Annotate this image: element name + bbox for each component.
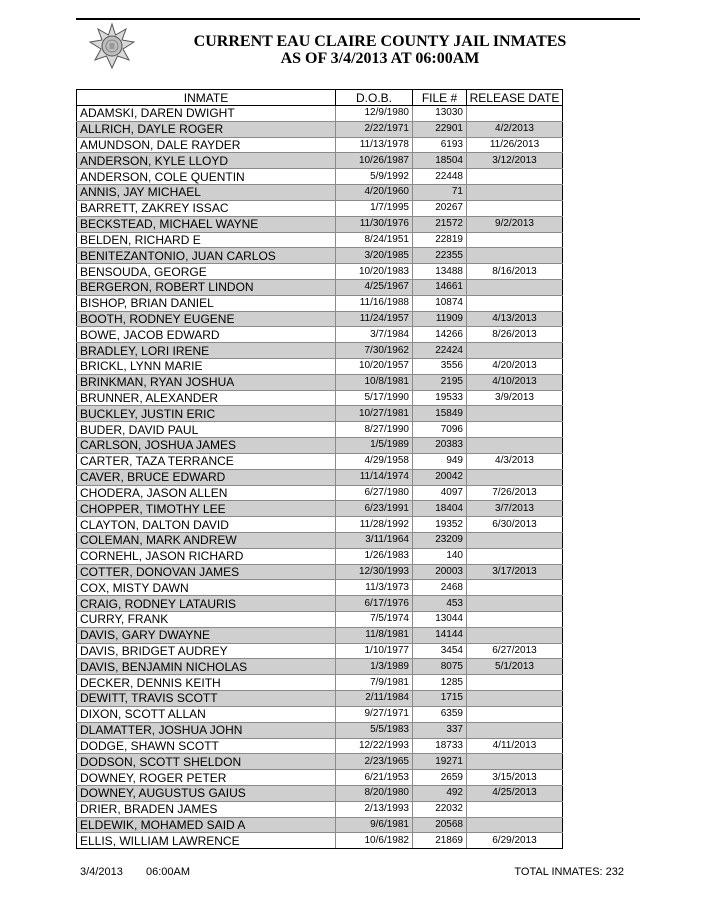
file-number-cell: 7096 (413, 422, 467, 438)
release-date-cell (467, 185, 563, 201)
file-number-cell: 13044 (413, 612, 467, 628)
file-number-cell: 14266 (413, 327, 467, 343)
inmate-name-cell: CURRY, FRANK (77, 612, 336, 628)
release-date-cell (467, 596, 563, 612)
dob-cell: 2/22/1971 (336, 121, 413, 137)
table-row (77, 643, 563, 659)
dob-cell: 10/26/1987 (336, 153, 413, 169)
dob-cell: 4/29/1958 (336, 453, 413, 469)
table-row (77, 691, 563, 707)
inmate-name-cell: BRADLEY, LORI IRENE (77, 343, 336, 359)
dob-cell: 11/30/1976 (336, 216, 413, 232)
dob-cell: 10/6/1982 (336, 833, 413, 849)
release-date-cell (467, 279, 563, 295)
inmate-name-cell: BOOTH, RODNEY EUGENE (77, 311, 336, 327)
inmate-name-cell: DEWITT, TRAVIS SCOTT (77, 691, 336, 707)
table-row (77, 532, 563, 548)
sheriff-star-icon (88, 22, 136, 70)
inmate-name-cell: BELDEN, RICHARD E (77, 232, 336, 248)
file-number-cell: 19271 (413, 754, 467, 770)
dob-cell: 7/5/1974 (336, 612, 413, 628)
top-rule (76, 18, 640, 20)
release-date-cell: 4/11/2013 (467, 738, 563, 754)
table-row (77, 137, 563, 153)
release-date-cell (467, 532, 563, 548)
table-row (77, 754, 563, 770)
inmate-name-cell: CARLSON, JOSHUA JAMES (77, 438, 336, 454)
file-number-cell: 8075 (413, 659, 467, 675)
title-line-1: CURRENT EAU CLAIRE COUNTY JAIL INMATES (193, 33, 567, 50)
dob-cell: 1/7/1995 (336, 200, 413, 216)
inmate-name-cell: BENSOUDA, GEORGE (77, 264, 336, 280)
dob-cell: 10/20/1957 (336, 359, 413, 375)
table-row (77, 833, 563, 849)
file-number-cell: 4097 (413, 485, 467, 501)
inmate-name-cell: DOWNEY, AUGUSTUS GAIUS (77, 785, 336, 801)
release-date-cell (467, 691, 563, 707)
inmate-name-cell: BISHOP, BRIAN DANIEL (77, 295, 336, 311)
inmate-name-cell: CORNEHL, JASON RICHARD (77, 548, 336, 564)
table-row (77, 770, 563, 786)
table-row (77, 311, 563, 327)
table-row (77, 817, 563, 833)
column-header-dob: D.O.B. (336, 90, 413, 106)
release-date-cell (467, 706, 563, 722)
dob-cell: 6/27/1980 (336, 485, 413, 501)
dob-cell: 1/26/1983 (336, 548, 413, 564)
release-date-cell (467, 548, 563, 564)
dob-cell: 5/5/1983 (336, 722, 413, 738)
inmate-name-cell: DOWNEY, ROGER PETER (77, 770, 336, 786)
page-title (150, 33, 610, 67)
dob-cell: 1/3/1989 (336, 659, 413, 675)
release-date-cell: 4/20/2013 (467, 359, 563, 375)
release-date-cell: 6/27/2013 (467, 643, 563, 659)
dob-cell: 5/17/1990 (336, 390, 413, 406)
file-number-cell: 2659 (413, 770, 467, 786)
file-number-cell: 949 (413, 453, 467, 469)
table-row (77, 517, 563, 533)
inmate-name-cell: BENITEZANTONIO, JUAN CARLOS (77, 248, 336, 264)
inmate-name-cell: BRUNNER, ALEXANDER (77, 390, 336, 406)
title-line-2: AS OF 3/4/2013 AT 06:00AM (280, 50, 480, 67)
file-number-cell: 22355 (413, 248, 467, 264)
inmate-name-cell: DECKER, DENNIS KEITH (77, 675, 336, 691)
table-row (77, 722, 563, 738)
dob-cell: 6/23/1991 (336, 501, 413, 517)
file-number-cell: 20267 (413, 200, 467, 216)
release-date-cell: 4/2/2013 (467, 121, 563, 137)
inmate-name-cell: ALLRICH, DAYLE ROGER (77, 121, 336, 137)
inmate-name-cell: BERGERON, ROBERT LINDON (77, 279, 336, 295)
file-number-cell: 2195 (413, 374, 467, 390)
file-number-cell: 18404 (413, 501, 467, 517)
table-row (77, 106, 563, 122)
inmate-table-body (77, 106, 563, 849)
footer-time: 06:00AM (146, 866, 191, 878)
file-number-cell: 3454 (413, 643, 467, 659)
dob-cell: 11/16/1988 (336, 295, 413, 311)
file-number-cell: 140 (413, 548, 467, 564)
inmate-name-cell: DRIER, BRADEN JAMES (77, 801, 336, 817)
inmate-name-cell: BECKSTEAD, MICHAEL WAYNE (77, 216, 336, 232)
dob-cell: 9/6/1981 (336, 817, 413, 833)
release-date-cell: 3/15/2013 (467, 770, 563, 786)
file-number-cell: 1715 (413, 691, 467, 707)
release-date-cell: 9/2/2013 (467, 216, 563, 232)
file-number-cell: 14144 (413, 627, 467, 643)
file-number-cell: 10874 (413, 295, 467, 311)
dob-cell: 12/30/1993 (336, 564, 413, 580)
dob-cell: 3/20/1985 (336, 248, 413, 264)
table-row (77, 675, 563, 691)
inmate-name-cell: BRICKL, LYNN MARIE (77, 359, 336, 375)
release-date-cell (467, 106, 563, 122)
release-date-cell (467, 627, 563, 643)
release-date-cell: 4/10/2013 (467, 374, 563, 390)
inmate-name-cell: ELLIS, WILLIAM LAWRENCE (77, 833, 336, 849)
file-number-cell: 22819 (413, 232, 467, 248)
table-row (77, 343, 563, 359)
file-number-cell: 3556 (413, 359, 467, 375)
release-date-cell (467, 200, 563, 216)
release-date-cell: 7/26/2013 (467, 485, 563, 501)
file-number-cell: 20003 (413, 564, 467, 580)
release-date-cell (467, 580, 563, 596)
file-number-cell: 21869 (413, 833, 467, 849)
table-row (77, 469, 563, 485)
table-row (77, 596, 563, 612)
release-date-cell (467, 612, 563, 628)
table-row (77, 612, 563, 628)
release-date-cell: 4/25/2013 (467, 785, 563, 801)
table-row (77, 785, 563, 801)
table-row (77, 359, 563, 375)
table-row (77, 453, 563, 469)
dob-cell: 7/9/1981 (336, 675, 413, 691)
release-date-cell (467, 406, 563, 422)
release-date-cell (467, 754, 563, 770)
table-row (77, 185, 563, 201)
release-date-cell: 3/17/2013 (467, 564, 563, 580)
table-row (77, 327, 563, 343)
file-number-cell: 20383 (413, 438, 467, 454)
file-number-cell: 23209 (413, 532, 467, 548)
release-date-cell (467, 295, 563, 311)
inmate-name-cell: DODSON, SCOTT SHELDON (77, 754, 336, 770)
inmate-name-cell: ELDEWIK, MOHAMED SAID A (77, 817, 336, 833)
table-row (77, 406, 563, 422)
table-row (77, 295, 563, 311)
dob-cell: 2/11/1984 (336, 691, 413, 707)
table-row (77, 279, 563, 295)
file-number-cell: 22032 (413, 801, 467, 817)
table-row (77, 564, 563, 580)
table-row (77, 390, 563, 406)
release-date-cell: 3/7/2013 (467, 501, 563, 517)
inmate-name-cell: CHOPPER, TIMOTHY LEE (77, 501, 336, 517)
dob-cell: 11/8/1981 (336, 627, 413, 643)
dob-cell: 1/10/1977 (336, 643, 413, 659)
dob-cell: 10/27/1981 (336, 406, 413, 422)
file-number-cell: 20568 (413, 817, 467, 833)
dob-cell: 3/7/1984 (336, 327, 413, 343)
release-date-cell: 8/16/2013 (467, 264, 563, 280)
inmate-name-cell: DAVIS, BENJAMIN NICHOLAS (77, 659, 336, 675)
dob-cell: 2/23/1965 (336, 754, 413, 770)
table-row (77, 200, 563, 216)
inmate-name-cell: BUCKLEY, JUSTIN ERIC (77, 406, 336, 422)
inmate-table (76, 89, 563, 849)
file-number-cell: 18733 (413, 738, 467, 754)
dob-cell: 6/17/1976 (336, 596, 413, 612)
inmate-name-cell: ANDERSON, COLE QUENTIN (77, 169, 336, 185)
table-row (77, 121, 563, 137)
column-header-release-date: RELEASE DATE (467, 90, 563, 106)
dob-cell: 4/25/1967 (336, 279, 413, 295)
inmate-name-cell: BUDER, DAVID PAUL (77, 422, 336, 438)
column-header-file: FILE # (413, 90, 467, 106)
file-number-cell: 71 (413, 185, 467, 201)
inmate-name-cell: BRINKMAN, RYAN JOSHUA (77, 374, 336, 390)
footer-date: 3/4/2013 (80, 866, 123, 878)
inmate-name-cell: COX, MISTY DAWN (77, 580, 336, 596)
inmate-name-cell: COTTER, DONOVAN JAMES (77, 564, 336, 580)
dob-cell: 9/27/1971 (336, 706, 413, 722)
dob-cell: 7/30/1962 (336, 343, 413, 359)
file-number-cell: 453 (413, 596, 467, 612)
table-row (77, 738, 563, 754)
file-number-cell: 15849 (413, 406, 467, 422)
dob-cell: 12/22/1993 (336, 738, 413, 754)
inmate-name-cell: BOWE, JACOB EDWARD (77, 327, 336, 343)
inmate-name-cell: CHODERA, JASON ALLEN (77, 485, 336, 501)
file-number-cell: 22424 (413, 343, 467, 359)
release-date-cell: 4/3/2013 (467, 453, 563, 469)
file-number-cell: 13488 (413, 264, 467, 280)
dob-cell: 3/11/1964 (336, 532, 413, 548)
dob-cell: 2/13/1993 (336, 801, 413, 817)
release-date-cell (467, 801, 563, 817)
inmate-name-cell: ANDERSON, KYLE LLOYD (77, 153, 336, 169)
release-date-cell (467, 343, 563, 359)
release-date-cell (467, 675, 563, 691)
table-row (77, 659, 563, 675)
release-date-cell: 3/12/2013 (467, 153, 563, 169)
table-row (77, 438, 563, 454)
release-date-cell: 5/1/2013 (467, 659, 563, 675)
table-header-row (77, 90, 563, 106)
inmate-name-cell: AMUNDSON, DALE RAYDER (77, 137, 336, 153)
inmate-name-cell: CRAIG, RODNEY LATAURIS (77, 596, 336, 612)
inmate-name-cell: DODGE, SHAWN SCOTT (77, 738, 336, 754)
dob-cell: 5/9/1992 (336, 169, 413, 185)
file-number-cell: 22448 (413, 169, 467, 185)
table-row (77, 248, 563, 264)
table-row (77, 232, 563, 248)
footer-total-inmates: TOTAL INMATES: 232 (514, 866, 624, 878)
table-row (77, 169, 563, 185)
table-row (77, 422, 563, 438)
release-date-cell: 4/13/2013 (467, 311, 563, 327)
file-number-cell: 13030 (413, 106, 467, 122)
table-row (77, 264, 563, 280)
release-date-cell: 6/30/2013 (467, 517, 563, 533)
dob-cell: 1/5/1989 (336, 438, 413, 454)
inmate-name-cell: BARRETT, ZAKREY ISSAC (77, 200, 336, 216)
dob-cell: 11/3/1973 (336, 580, 413, 596)
release-date-cell: 6/29/2013 (467, 833, 563, 849)
file-number-cell: 337 (413, 722, 467, 738)
file-number-cell: 19533 (413, 390, 467, 406)
dob-cell: 4/20/1960 (336, 185, 413, 201)
table-row (77, 485, 563, 501)
inmate-name-cell: DAVIS, GARY DWAYNE (77, 627, 336, 643)
release-date-cell: 8/26/2013 (467, 327, 563, 343)
file-number-cell: 492 (413, 785, 467, 801)
release-date-cell: 3/9/2013 (467, 390, 563, 406)
inmate-name-cell: CARTER, TAZA TERRANCE (77, 453, 336, 469)
dob-cell: 11/24/1957 (336, 311, 413, 327)
release-date-cell (467, 722, 563, 738)
dob-cell: 8/20/1980 (336, 785, 413, 801)
file-number-cell: 22901 (413, 121, 467, 137)
release-date-cell (467, 248, 563, 264)
table-row (77, 216, 563, 232)
file-number-cell: 11909 (413, 311, 467, 327)
file-number-cell: 2468 (413, 580, 467, 596)
file-number-cell: 14661 (413, 279, 467, 295)
file-number-cell: 20042 (413, 469, 467, 485)
table-row (77, 501, 563, 517)
release-date-cell: 11/26/2013 (467, 137, 563, 153)
inmate-name-cell: DIXON, SCOTT ALLAN (77, 706, 336, 722)
file-number-cell: 6359 (413, 706, 467, 722)
dob-cell: 11/28/1992 (336, 517, 413, 533)
table-row (77, 627, 563, 643)
inmate-name-cell: CLAYTON, DALTON DAVID (77, 517, 336, 533)
table-row (77, 374, 563, 390)
release-date-cell (467, 438, 563, 454)
dob-cell: 12/9/1980 (336, 106, 413, 122)
inmate-name-cell: CAVER, BRUCE EDWARD (77, 469, 336, 485)
table-row (77, 580, 563, 596)
dob-cell: 11/14/1974 (336, 469, 413, 485)
inmate-name-cell: ANNIS, JAY MICHAEL (77, 185, 336, 201)
dob-cell: 6/21/1953 (336, 770, 413, 786)
dob-cell: 11/13/1978 (336, 137, 413, 153)
release-date-cell (467, 169, 563, 185)
table-row (77, 801, 563, 817)
file-number-cell: 18504 (413, 153, 467, 169)
inmate-name-cell: ADAMSKI, DAREN DWIGHT (77, 106, 336, 122)
file-number-cell: 21572 (413, 216, 467, 232)
release-date-cell (467, 232, 563, 248)
column-header-inmate: INMATE (77, 90, 336, 106)
inmate-name-cell: DAVIS, BRIDGET AUDREY (77, 643, 336, 659)
table-row (77, 153, 563, 169)
file-number-cell: 6193 (413, 137, 467, 153)
dob-cell: 8/24/1951 (336, 232, 413, 248)
file-number-cell: 1285 (413, 675, 467, 691)
release-date-cell (467, 469, 563, 485)
table-row (77, 548, 563, 564)
file-number-cell: 19352 (413, 517, 467, 533)
dob-cell: 8/27/1990 (336, 422, 413, 438)
dob-cell: 10/20/1983 (336, 264, 413, 280)
release-date-cell (467, 817, 563, 833)
inmate-name-cell: COLEMAN, MARK ANDREW (77, 532, 336, 548)
release-date-cell (467, 422, 563, 438)
table-row (77, 706, 563, 722)
inmate-name-cell: DLAMATTER, JOSHUA JOHN (77, 722, 336, 738)
dob-cell: 10/8/1981 (336, 374, 413, 390)
